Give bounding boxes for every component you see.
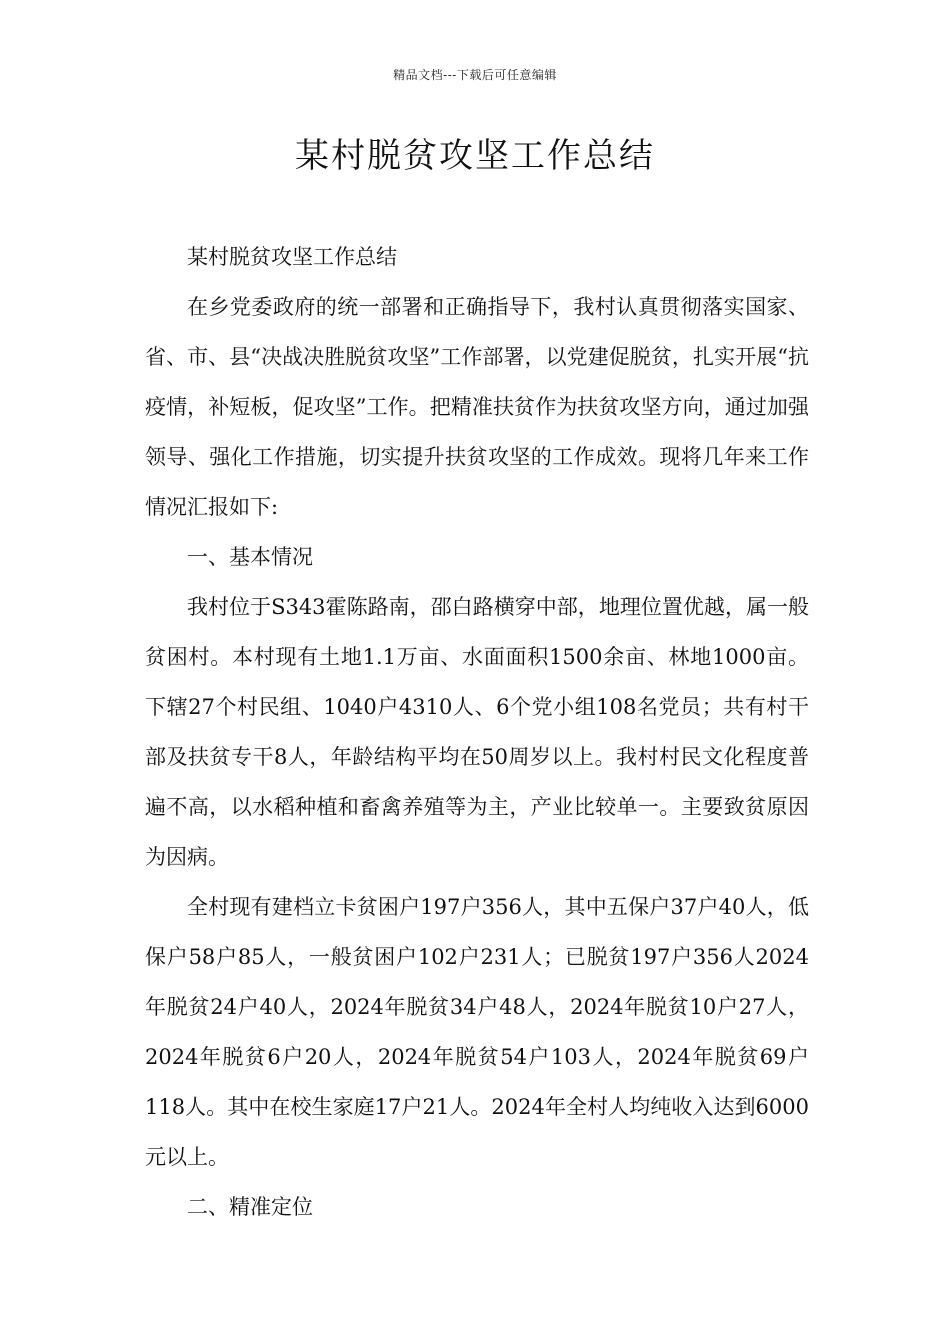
paragraph-poverty-stats: 全村现有建档立卡贫困户197户356人，其中五保户37户40人，低保户58户85人，一般贫困户102户231人；已脱贫197户356人2024年脱贫24户40人，2024年脱贫34户48人，2024年脱贫10户27人，2024年脱贫6户20人，2024年脱贫54户103人，2024年脱贫69户118人。其中在校生家庭17户21人。2024年全村人均纯收入达到6000元以上。 <box>145 895 809 1169</box>
section-heading-basic: 一、基本情况 <box>187 545 313 569</box>
paragraph-basic-info: 我村位于S343霍陈路南，邵白路横穿中部，地理位置优越，属一般贫困村。本村现有土地1.1万亩、水面面积1500余亩、林地1000亩。下辖27个村民组、1040户4310人、6个党小组108名党员；共有村干部及扶贫专干8人，年龄结构平均在50周岁以上。我村村民文化程度普遍不高，以水稻种植和畜禽养殖等为主，产业比较单一。主要致贫原因为因病。 <box>145 595 809 869</box>
paragraph-intro: 在乡党委政府的统一部署和正确指导下，我村认真贯彻落实国家、省、市、县“决战决胜脱贫攻坚”工作部署，以党建促脱贫，扎实开展“抗疫情，补短板，促攻坚”工作。把精准扶贫作为扶贫攻坚方向，通过加强领导、强化工作措施，切实提升扶贫攻坚的工作成效。现将几年来工作情况汇报如下: <box>145 295 809 519</box>
paragraph-subtitle: 某村脱贫攻坚工作总结 <box>187 245 397 269</box>
section-heading-targeting: 二、精准定位 <box>187 1195 313 1219</box>
header-note: 精品文档---下载后可任意编辑 <box>393 68 557 82</box>
document-body <box>145 232 809 1232</box>
document-title: 某村脱贫攻坚工作总结 <box>295 136 655 176</box>
